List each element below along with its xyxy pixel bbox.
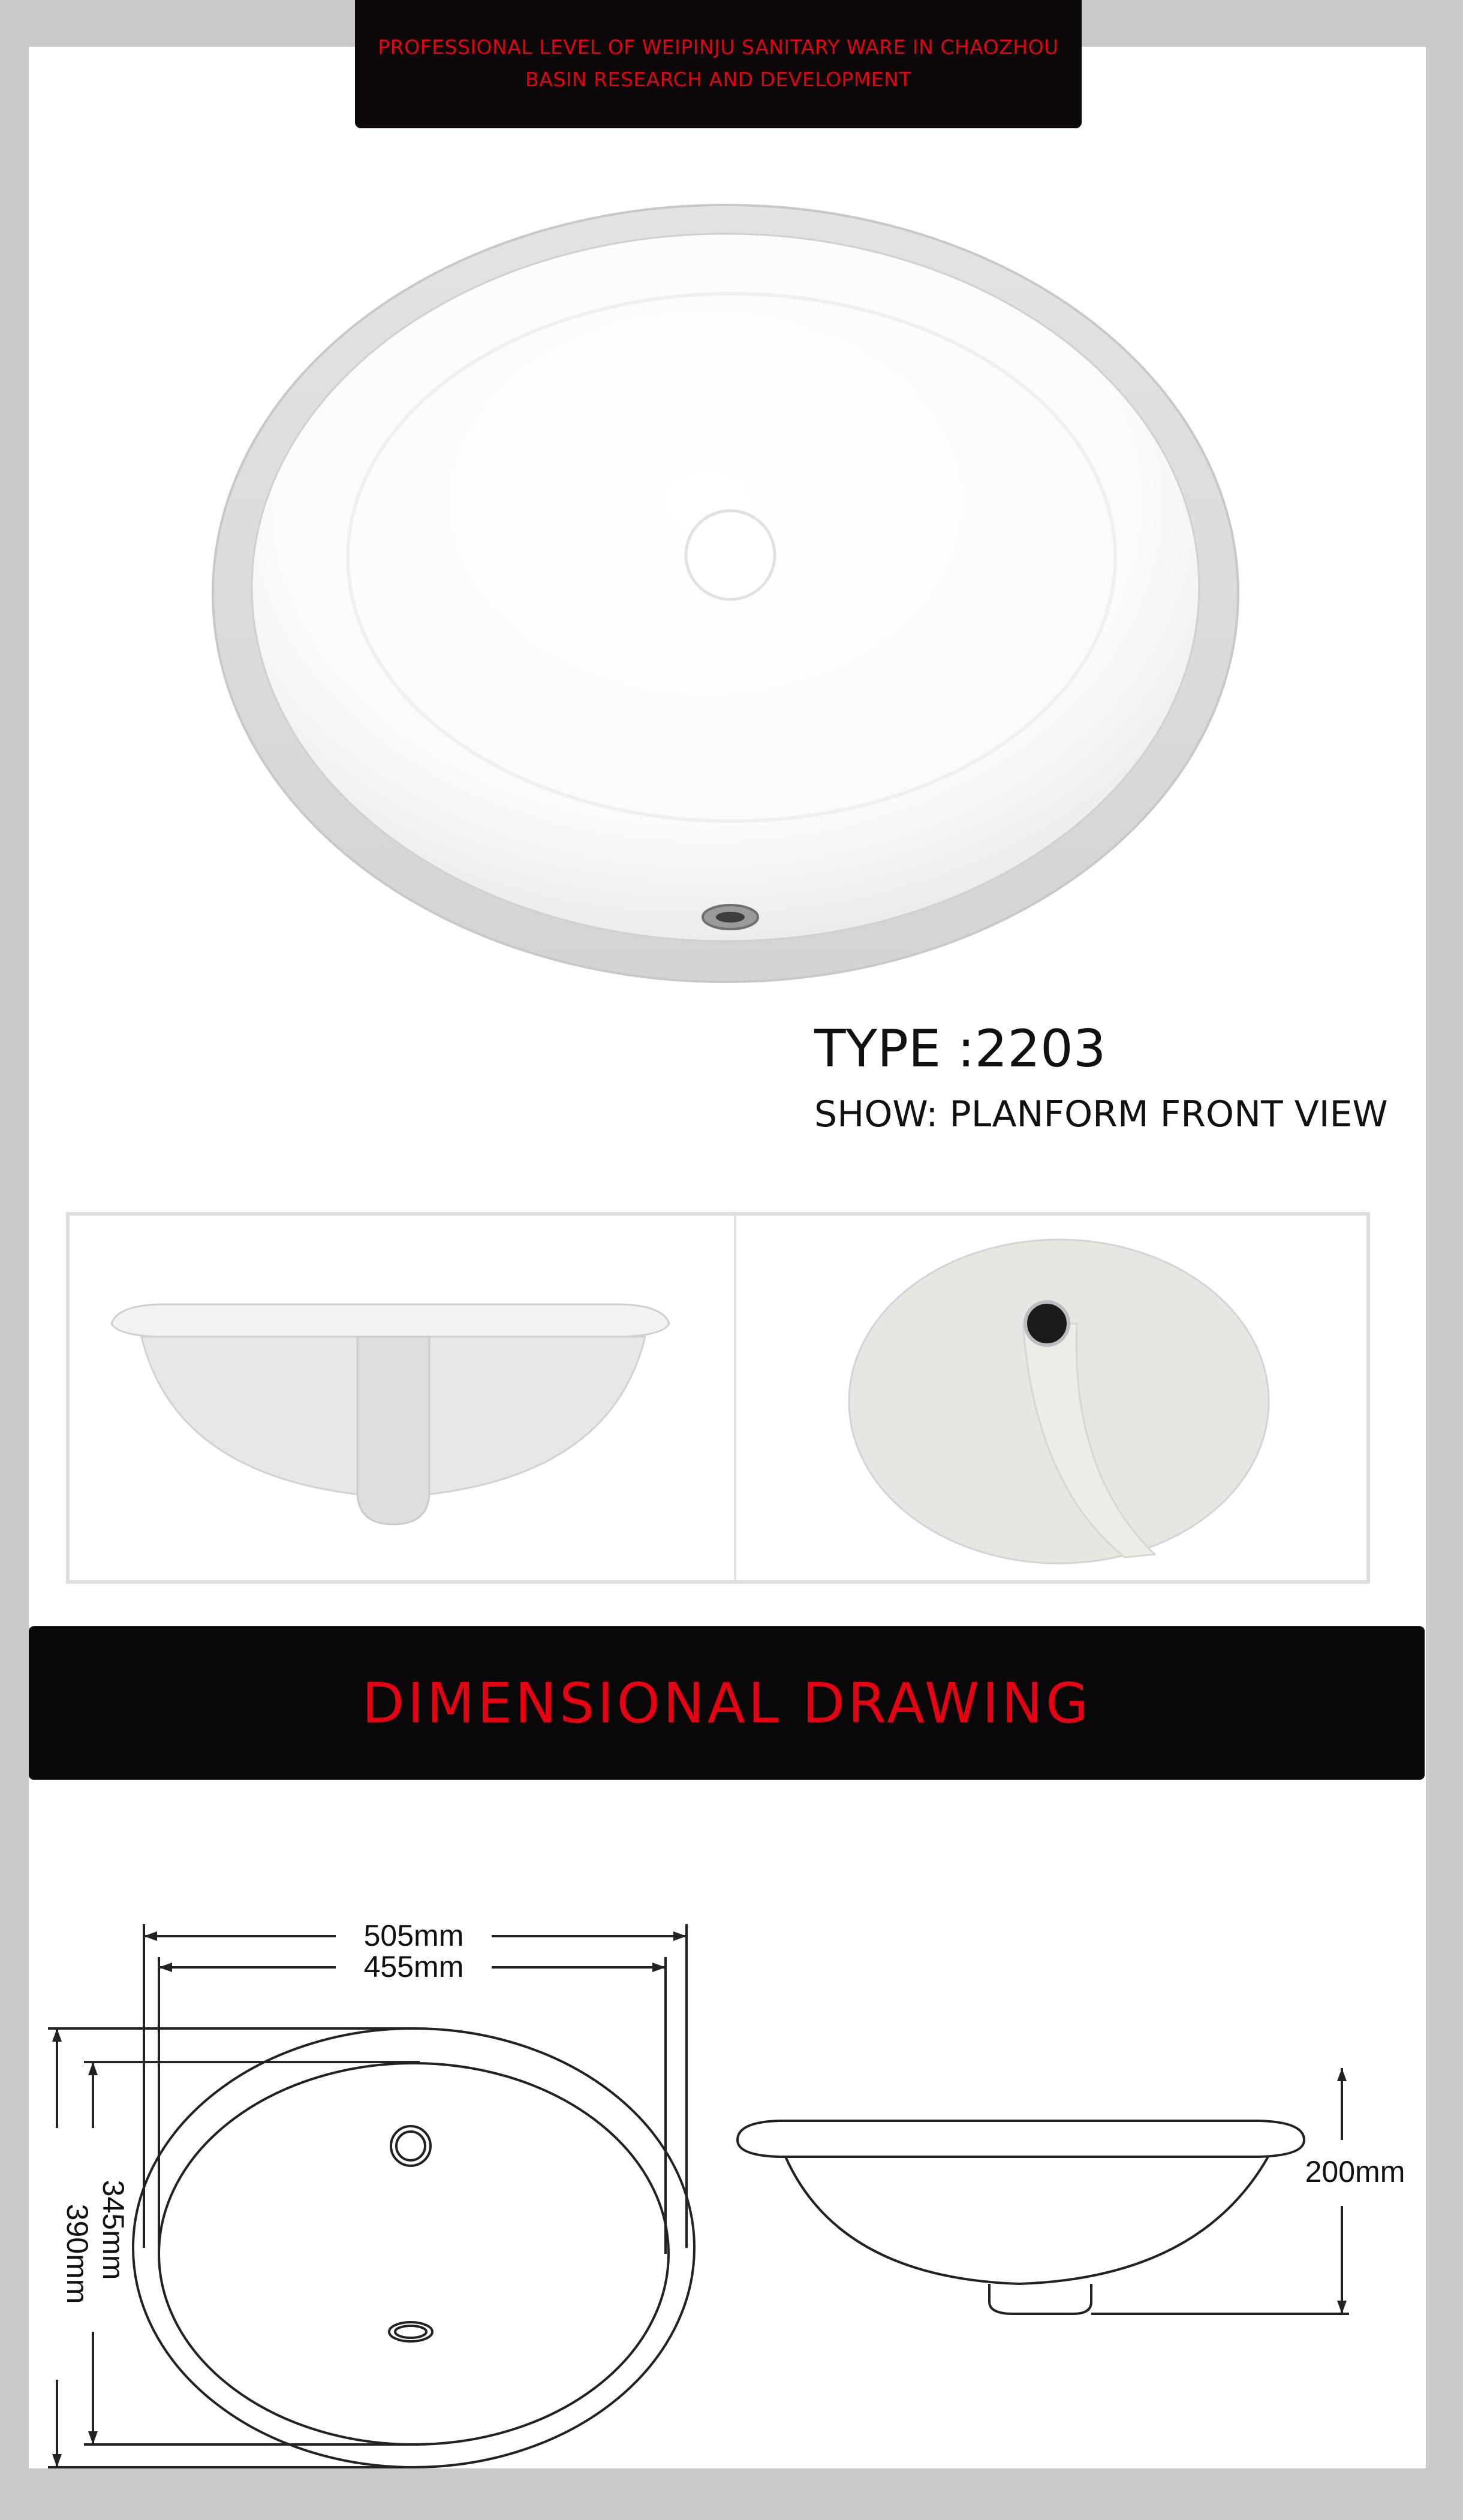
view-description: SHOW: PLANFORM FRONT VIEW — [814, 1093, 1388, 1135]
banner-line-1: PROFESSIONAL LEVEL OF WEIPINJU SANITARY WARE IN CHAOZHOU — [378, 35, 1059, 59]
inner-bowl-outline — [159, 2063, 669, 2444]
basin-bottom-view-image — [843, 1234, 1275, 1569]
height-label: 200mm — [1305, 2155, 1405, 2189]
dimension-arrows — [52, 1931, 1347, 2467]
views-divider — [734, 1216, 736, 1580]
outer-width-label: 505mm — [363, 1919, 464, 1952]
section-banner — [29, 1626, 1425, 1780]
product-type-label: TYPE :2203 — [814, 1019, 1106, 1079]
outer-rim-outline — [133, 2028, 694, 2467]
section-title: DIMENSIONAL DRAWING — [362, 1671, 1092, 1735]
inner-length-label: 345mm — [97, 2180, 130, 2280]
dimensional-drawing — [0, 1888, 1463, 2520]
outer-length-label: 390mm — [61, 2204, 94, 2304]
inner-width-label: 455mm — [363, 1950, 464, 1984]
banner-line-2: BASIN RESEARCH AND DEVELOPMENT — [525, 68, 911, 91]
views-frame — [66, 1212, 1370, 1584]
top-banner — [355, 0, 1082, 128]
basin-side-view-image — [106, 1288, 681, 1545]
basin-top-view-image — [210, 198, 1241, 989]
